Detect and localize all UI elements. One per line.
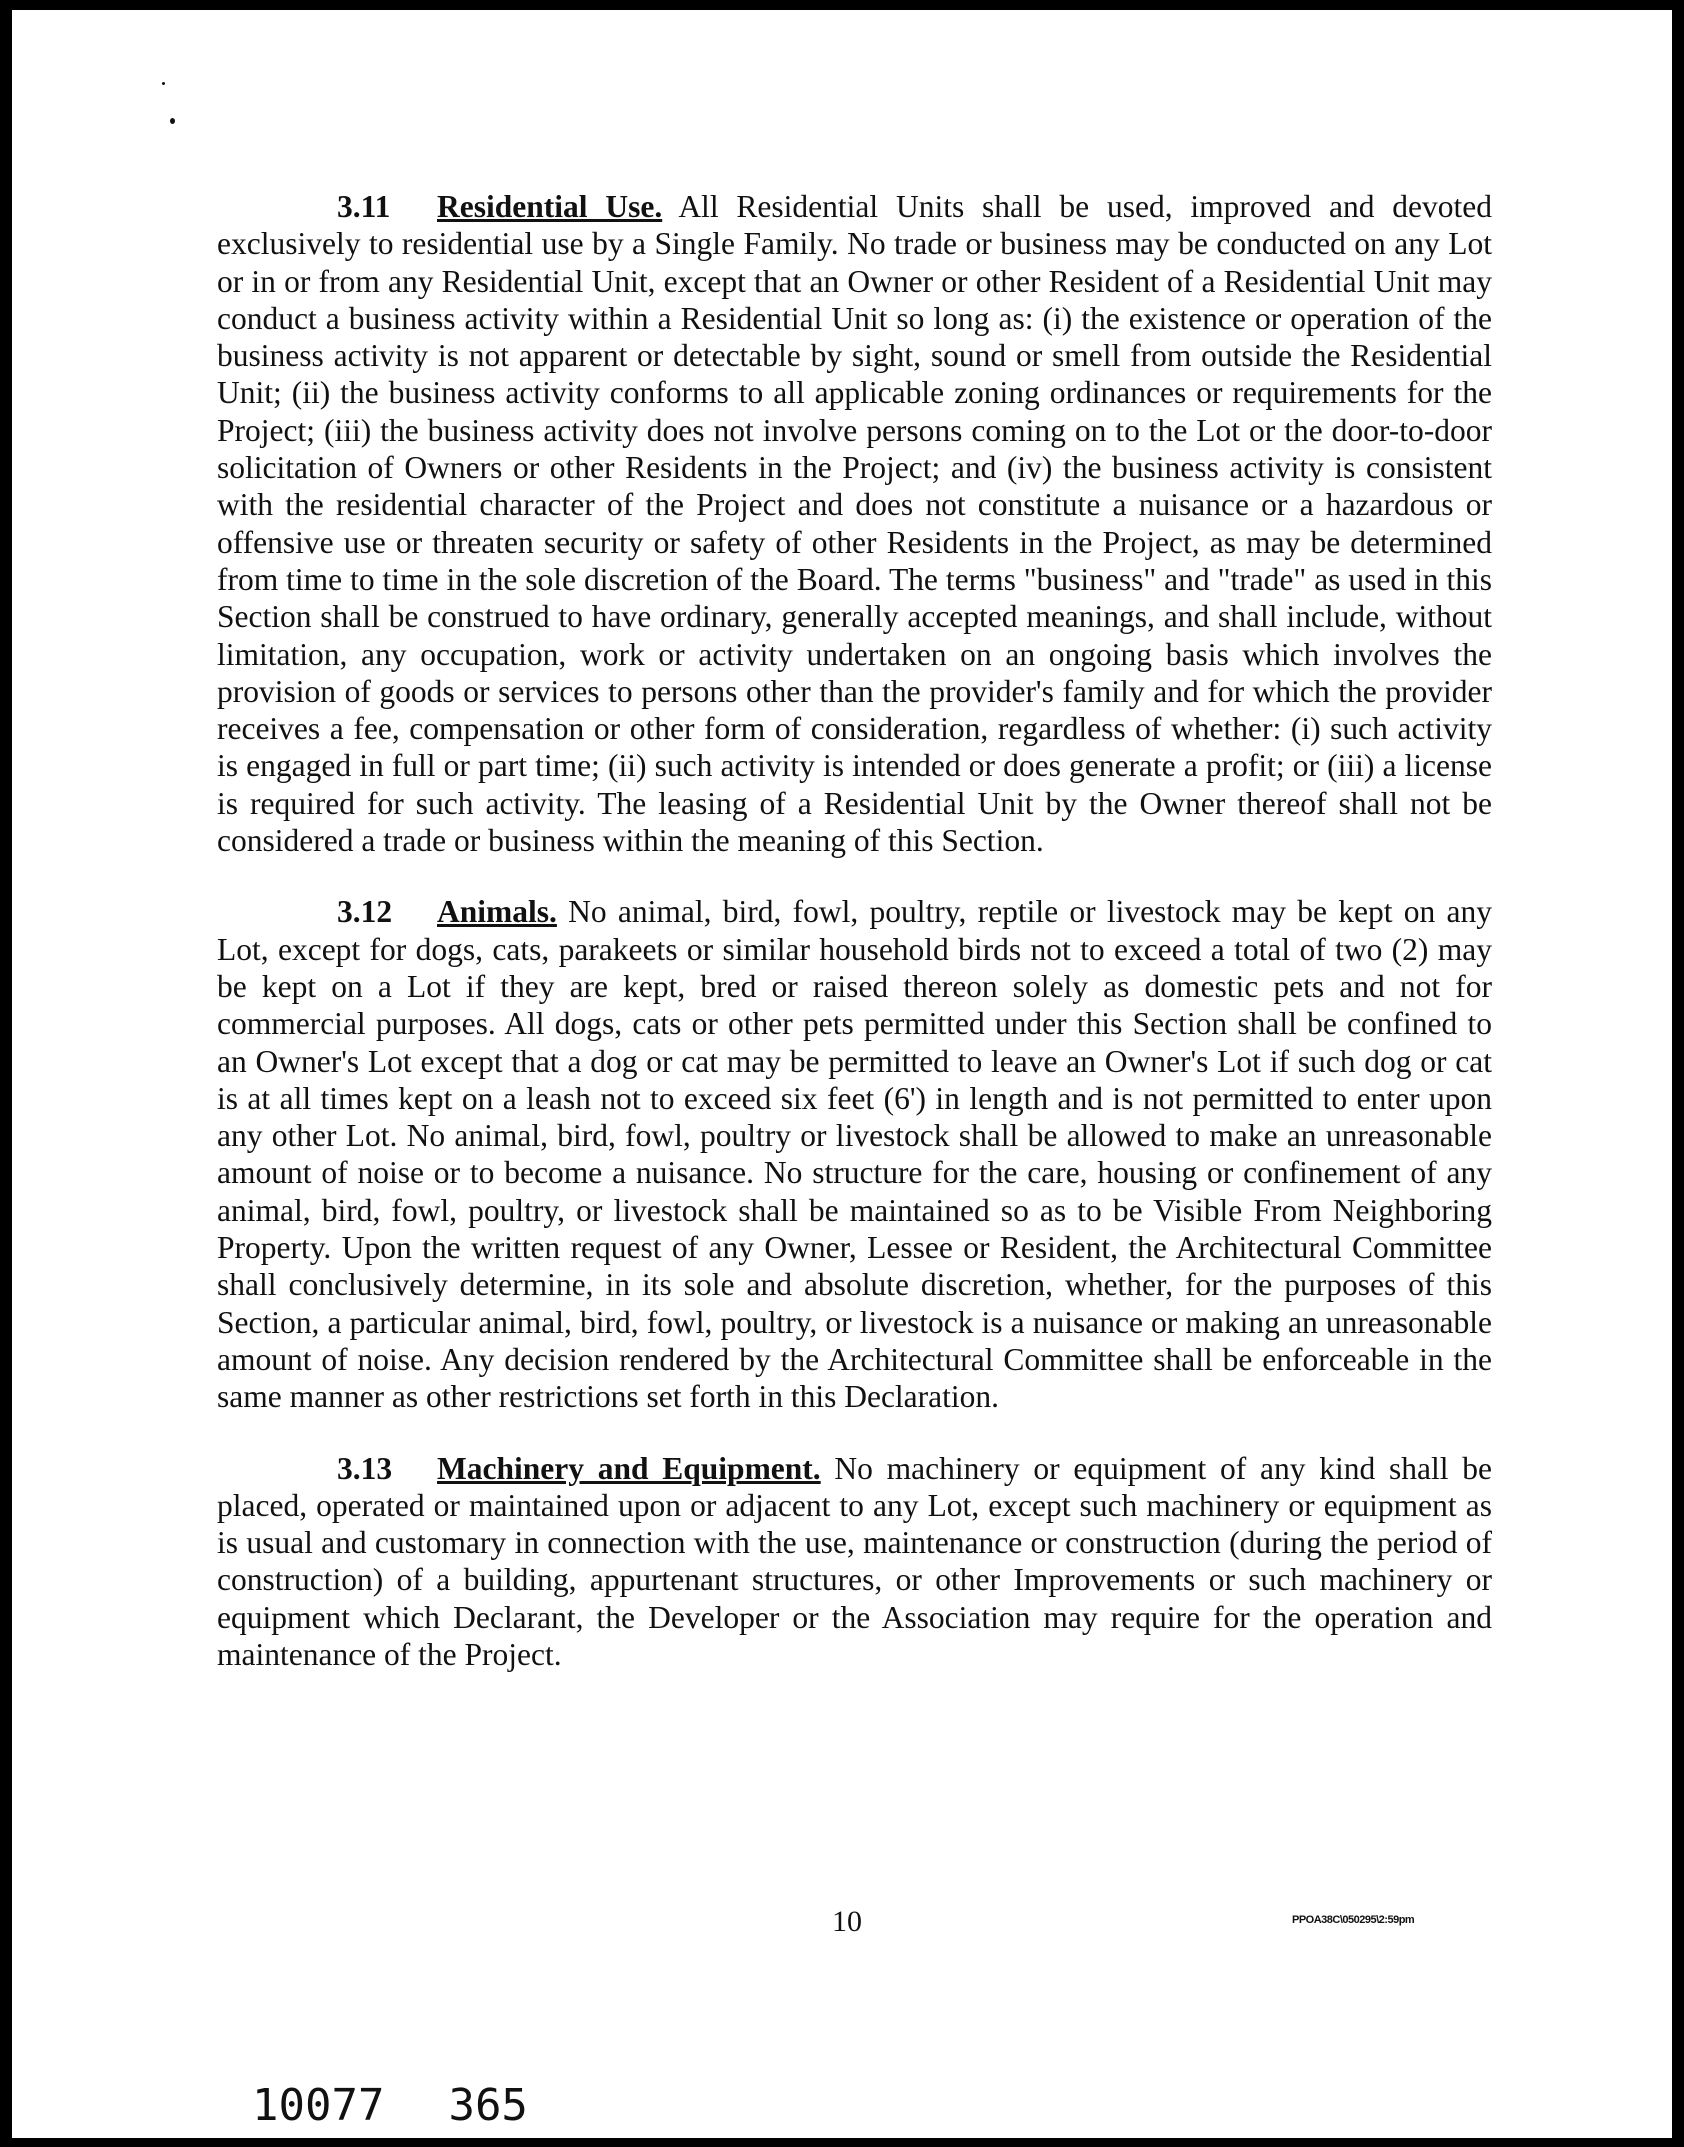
stamp-left: 10077 xyxy=(252,2080,385,2131)
file-code: PPOA38C\050295\2:59pm xyxy=(1292,1914,1415,1926)
section-number: 3.11 xyxy=(337,189,391,224)
section-3-12 xyxy=(217,893,1492,1415)
document-stamp xyxy=(252,2080,528,2131)
section-text: All Residential Units shall be used, improved and devoted exclusively to residential use by a Single Family. No trade or business may be conducted on any Lot or in or from any Residential Unit, except that an Owner or other Resident of a Residential Unit may conduct a business activity within a Residential Unit so long as: (i) the existence or operation of the business activity is not apparent or detectable by sight, sound or smell from outside the Residential Unit; (ii) the business activity conforms to all applicable zoning ordinances or requirements for the Project; (iii) the business activity does not involve persons coming on to the Lot or the door-to-door solicitation of Owners or other Residents in the Project; and (iv) the business activity is consistent with the residential character of the Project and does not constitute a nuisance or a hazardous or offensive use or threaten security or safety of other Residents in the Project, as may be determined from time to time in the sole discretion of the Board. The terms "business" and "trade" as used in this Section shall be construed to have ordinary, generally accepted meanings, and shall include, without limitation, any occupation, work or activity undertaken on an ongoing basis which involves the provision of goods or services to persons other than the provider's family and for which the provider receives a fee, compensation or other form of consideration, regardless of whether: (i) such activity is engaged in full or part time; (ii) such activity is intended or does generate a profit; or (iii) a license is required for such activity. The leasing of a Residential Unit by the Owner thereof shall not be considered a trade or business within the meaning of this Section. xyxy=(217,189,1492,859)
document-body xyxy=(217,188,1492,1707)
section-text: No machinery or equipment of any kind shall be placed, operated or maintained upon or adjacent to any Lot, except such machinery or equipment as is usual and customary in connection with the use, maintenance or construction (during the period of construction) of a building, appurtenant structures, or other Improvements or such machinery or equipment which Declarant, the Developer or the Association may require for the operation and maintenance of the Project. xyxy=(217,1450,1492,1672)
section-3-13 xyxy=(217,1450,1492,1674)
section-heading: Residential Use. xyxy=(437,189,663,224)
section-3-11 xyxy=(217,188,1492,859)
page-number: 10 xyxy=(832,1905,862,1938)
document-page xyxy=(12,10,1672,2138)
scan-speck xyxy=(170,118,175,124)
stamp-right: 365 xyxy=(448,2080,528,2131)
scan-speck xyxy=(162,82,165,85)
section-text: No animal, bird, fowl, poultry, reptile or livestock may be kept on any Lot, except for dogs, cats, parakeets or similar household birds not to exceed a total of two (2) may be kept on a Lot if they are kept, bred or raised thereon solely as domestic pets and not for commercial purposes. All dogs, cats or other pets permitted under this Section shall be confined to an Owner's Lot except that a dog or cat may be permitted to leave an Owner's Lot if such dog or cat is at all times kept on a leash not to exceed six feet (6') in length and is not permitted to enter upon any other Lot. No animal, bird, fowl, poultry or livestock shall be allowed to make an unreasonable amount of noise or to become a nuisance. No structure for the care, housing or confinement of any animal, bird, fowl, poultry, or livestock shall be maintained so as to be Visible From Neighboring Property. Upon the written request of any Owner, Lessee or Resident, the Architectural Committee shall conclusively determine, in its sole and absolute discretion, whether, for the purposes of this Section, a particular animal, bird, fowl, poultry, or livestock is a nuisance or making an unreasonable amount of noise. Any decision rendered by the Architectural Committee shall be enforceable in the same manner as other restrictions set forth in this Declaration. xyxy=(217,894,1493,1415)
section-heading: Animals. xyxy=(437,894,557,930)
section-heading: Machinery and Equipment. xyxy=(437,1450,821,1486)
section-number: 3.12 xyxy=(337,894,393,930)
section-number: 3.13 xyxy=(337,1450,393,1486)
